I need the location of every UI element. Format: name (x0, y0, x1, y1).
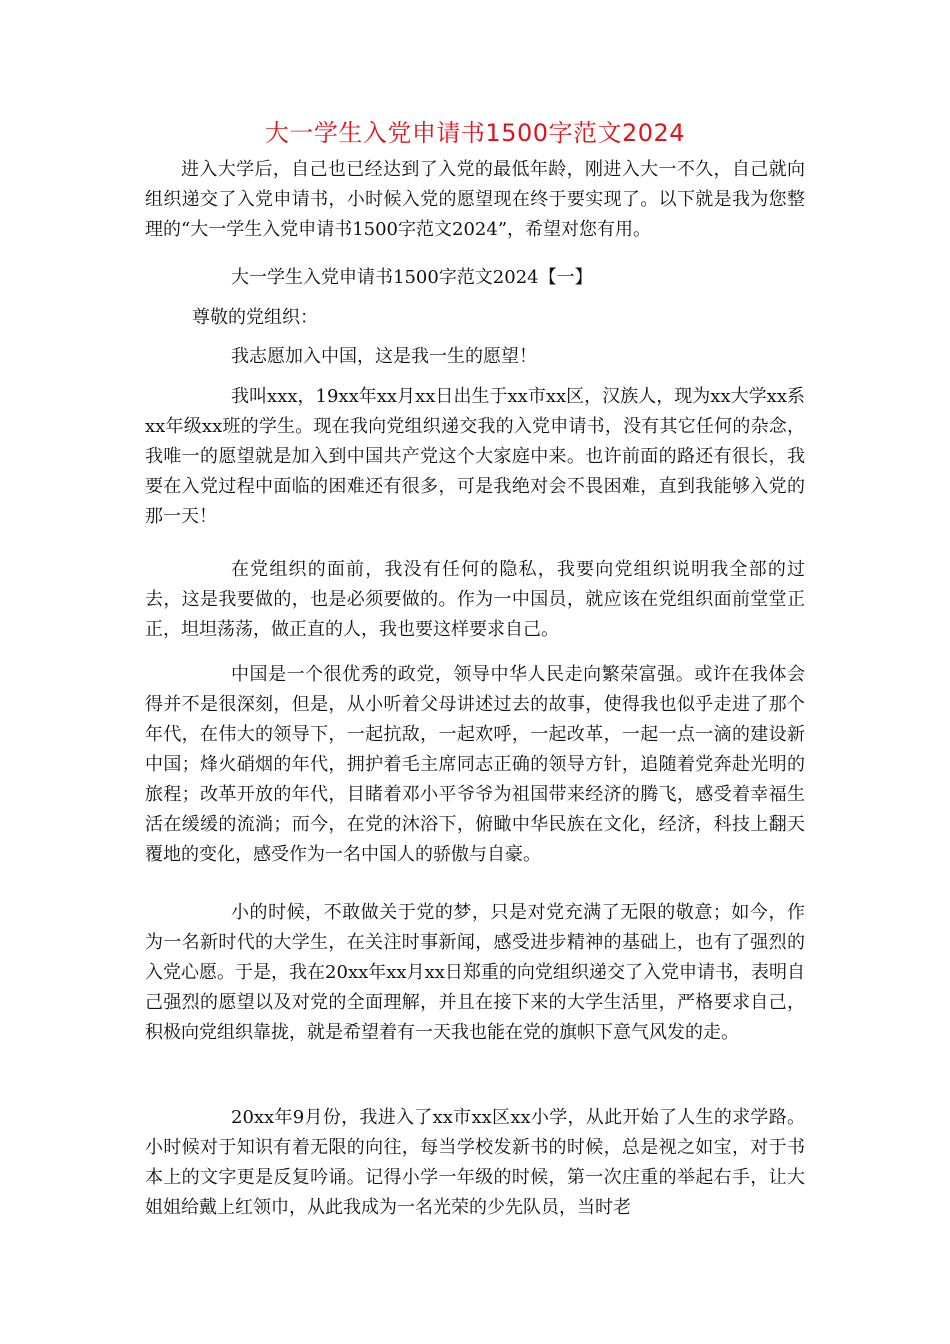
body-paragraph: 小的时候，不敢做关于党的梦，只是对党充满了无限的敬意；如今，作为一名新时代的大学生，在关注时事新闻，感受进步精神的基础上，也有了强烈的入党心愿。于是，我在20xx年xx月xx日郑重的向党组织递交了入党申请书，表明自己强烈的愿望以及对党的全面理解，并且在接下来的大学生活里，严格要求自己，积极向党组织靠拢，就是希望着有一天我也能在党的旗帜下意气风发的走。 (145, 902, 805, 1043)
section-heading: 大一学生入党申请书1500字范文2024【一】 (231, 267, 593, 288)
body-paragraph: 在党组织的面前，我没有任何的隐私，我要向党组织说明我全部的过去，这是我要做的，也是必须要做的。作为一中国员，就应该在党组织面前堂堂正正，坦坦荡荡，做正直的人，我也要这样要求自己。 (145, 559, 805, 640)
body-paragraph: 中国是一个很优秀的政党，领导中华人民走向繁荣富强。或许在我体会得并不是很深刻，但是，从小听着父母讲述过去的故事，使得我也似乎走进了那个年代，在伟大的领导下，一起抗敌，一起欢呼，一起改革，一起一点一滴的建设新中国；烽火硝烟的年代，拥护着毛主席同志正确的领导方针，追随着党奔赴光明的旅程；改革开放的年代，目睹着邓小平爷爷为祖国带来经济的腾飞，感受着幸福生活在缓缓的流淌；而今，在党的沐浴下，俯瞰中华民族在文化，经济，科技上翻天覆地的变化，感受作为一名中国人的骄傲与自豪。 (145, 664, 805, 865)
salutation: 尊敬的党组织： (192, 307, 318, 328)
intro-paragraph: 进入大学后，自己也已经达到了入党的最低年龄，刚进入大一不久，自己就向组织递交了入党申请书，小时候入党的愿望现在终于要实现了。以下就是我为您整理的“大一学生入党申请书1500字范文2024”，希望对您有用。 (145, 159, 805, 240)
body-paragraph: 我志愿加入中国，这是我一生的愿望！ (231, 346, 537, 367)
body-paragraph: 20xx年9月份，我进入了xx市xx区xx小学，从此开始了人生的求学路。小时候对于知识有着无限的向往，每当学校发新书的时候，总是视之如宝，对于书本上的文字更是反复吟诵。记得小学一年级的时候，第一次庄重的举起右手，让大姐姐给戴上红领巾，从此我成为一名光荣的少先队员，当时老 (145, 1107, 805, 1218)
body-paragraph: 我叫xxx，19xx年xx月xx日出生于xx市xx区，汉族人，现为xx大学xx系xx年级xx班的学生。现在我向党组织递交我的入党申请书，没有其它任何的杂念，我唯一的愿望就是加入到中国共产党这个大家庭中来。也许前面的路还有很长，我要在入党过程中面临的困难还有很多，可是我绝对会不畏困难，直到我能够入党的那一天！ (145, 386, 805, 527)
document-title: 大一学生入党申请书1500字范文2024 (264, 119, 686, 147)
